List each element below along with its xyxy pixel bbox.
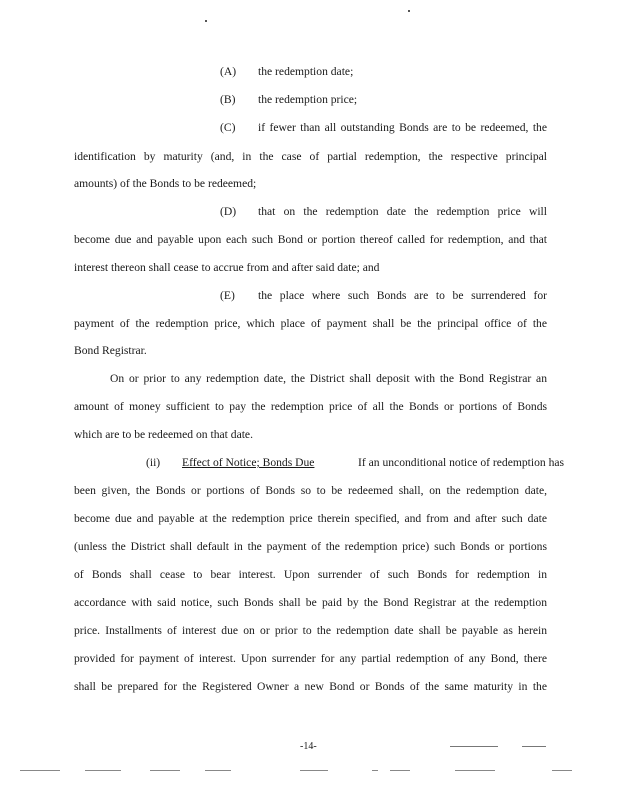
section-line: shall be prepared for the Registered Owner a new Bond or Bonds of the same maturity in the bbox=[74, 680, 547, 693]
scan-speck bbox=[205, 20, 207, 22]
scan-speck bbox=[408, 10, 410, 12]
section-line: of Bonds shall cease to bear interest. Upon surrender of such Bonds for redemption in bbox=[74, 568, 547, 581]
footer-scan-mark bbox=[552, 770, 572, 771]
footer-scan-mark bbox=[205, 770, 231, 771]
page-number: -14- bbox=[300, 741, 317, 752]
item-text-d-line: become due and payable upon each such Bond or portion thereof called for redemption, and that bbox=[74, 233, 547, 246]
item-text-e-line: Bond Registrar. bbox=[74, 344, 147, 357]
item-text-c-line: identification by maturity (and, in the case of partial redemption, the respective principal bbox=[74, 150, 547, 163]
section-line: become due and payable at the redemption price therein specified, and from and after such date bbox=[74, 512, 547, 525]
section-line: (unless the District shall default in the payment of the redemption price) such Bonds or portions bbox=[74, 540, 547, 553]
item-text-d-line: interest thereon shall cease to accrue from and after said date; and bbox=[74, 261, 380, 274]
item-text-d-first: that on the redemption date the redemption price will bbox=[258, 205, 547, 218]
item-label-c: (C) bbox=[220, 121, 236, 134]
footer-scan-mark bbox=[522, 746, 546, 747]
footer-scan-mark bbox=[300, 770, 328, 771]
section-heading: Effect of Notice; Bonds Due bbox=[182, 456, 315, 469]
deposit-paragraph-line: amount of money sufficient to pay the redemption price of all the Bonds or portions of Bonds bbox=[74, 400, 547, 413]
item-text-b: the redemption price; bbox=[258, 93, 358, 106]
footer-scan-mark bbox=[450, 746, 498, 747]
item-text-c-line: amounts) of the Bonds to be redeemed; bbox=[74, 177, 257, 190]
section-line: been given, the Bonds or portions of Bonds so to be redeemed shall, on the redemption date, bbox=[74, 484, 547, 497]
footer-scan-mark bbox=[390, 770, 410, 771]
section-label: (ii) bbox=[146, 456, 161, 469]
item-text-e-line: payment of the redemption price, which place of payment shall be the principal office of the bbox=[74, 317, 547, 330]
footer-scan-mark bbox=[455, 770, 495, 771]
item-text-c-first: if fewer than all outstanding Bonds are to be redeemed, the bbox=[258, 121, 547, 134]
item-text-a: the redemption date; bbox=[258, 65, 354, 78]
deposit-paragraph-line: which are to be redeemed on that date. bbox=[74, 428, 253, 441]
footer-scan-mark bbox=[372, 770, 378, 771]
item-label-e: (E) bbox=[220, 289, 235, 302]
footer-scan-mark bbox=[85, 770, 121, 771]
footer-scan-mark bbox=[20, 770, 60, 771]
footer-scan-mark bbox=[150, 770, 180, 771]
section-first-line: If an unconditional notice of redemption has bbox=[358, 456, 565, 469]
deposit-paragraph-line: On or prior to any redemption date, the District shall deposit with the Bond Registrar an bbox=[110, 372, 547, 385]
item-label-a: (A) bbox=[220, 65, 237, 78]
item-label-d: (D) bbox=[220, 205, 237, 218]
item-label-b: (B) bbox=[220, 93, 236, 106]
section-line: provided for payment of interest. Upon surrender for any partial redemption of any Bond, there bbox=[74, 652, 547, 665]
section-line: price. Installments of interest due on or prior to the redemption date shall be payable as herein bbox=[74, 624, 547, 637]
item-text-e-first: the place where such Bonds are to be surrendered for bbox=[258, 289, 547, 302]
section-line: accordance with said notice, such Bonds shall be paid by the Bond Registrar at the redemption bbox=[74, 596, 547, 609]
